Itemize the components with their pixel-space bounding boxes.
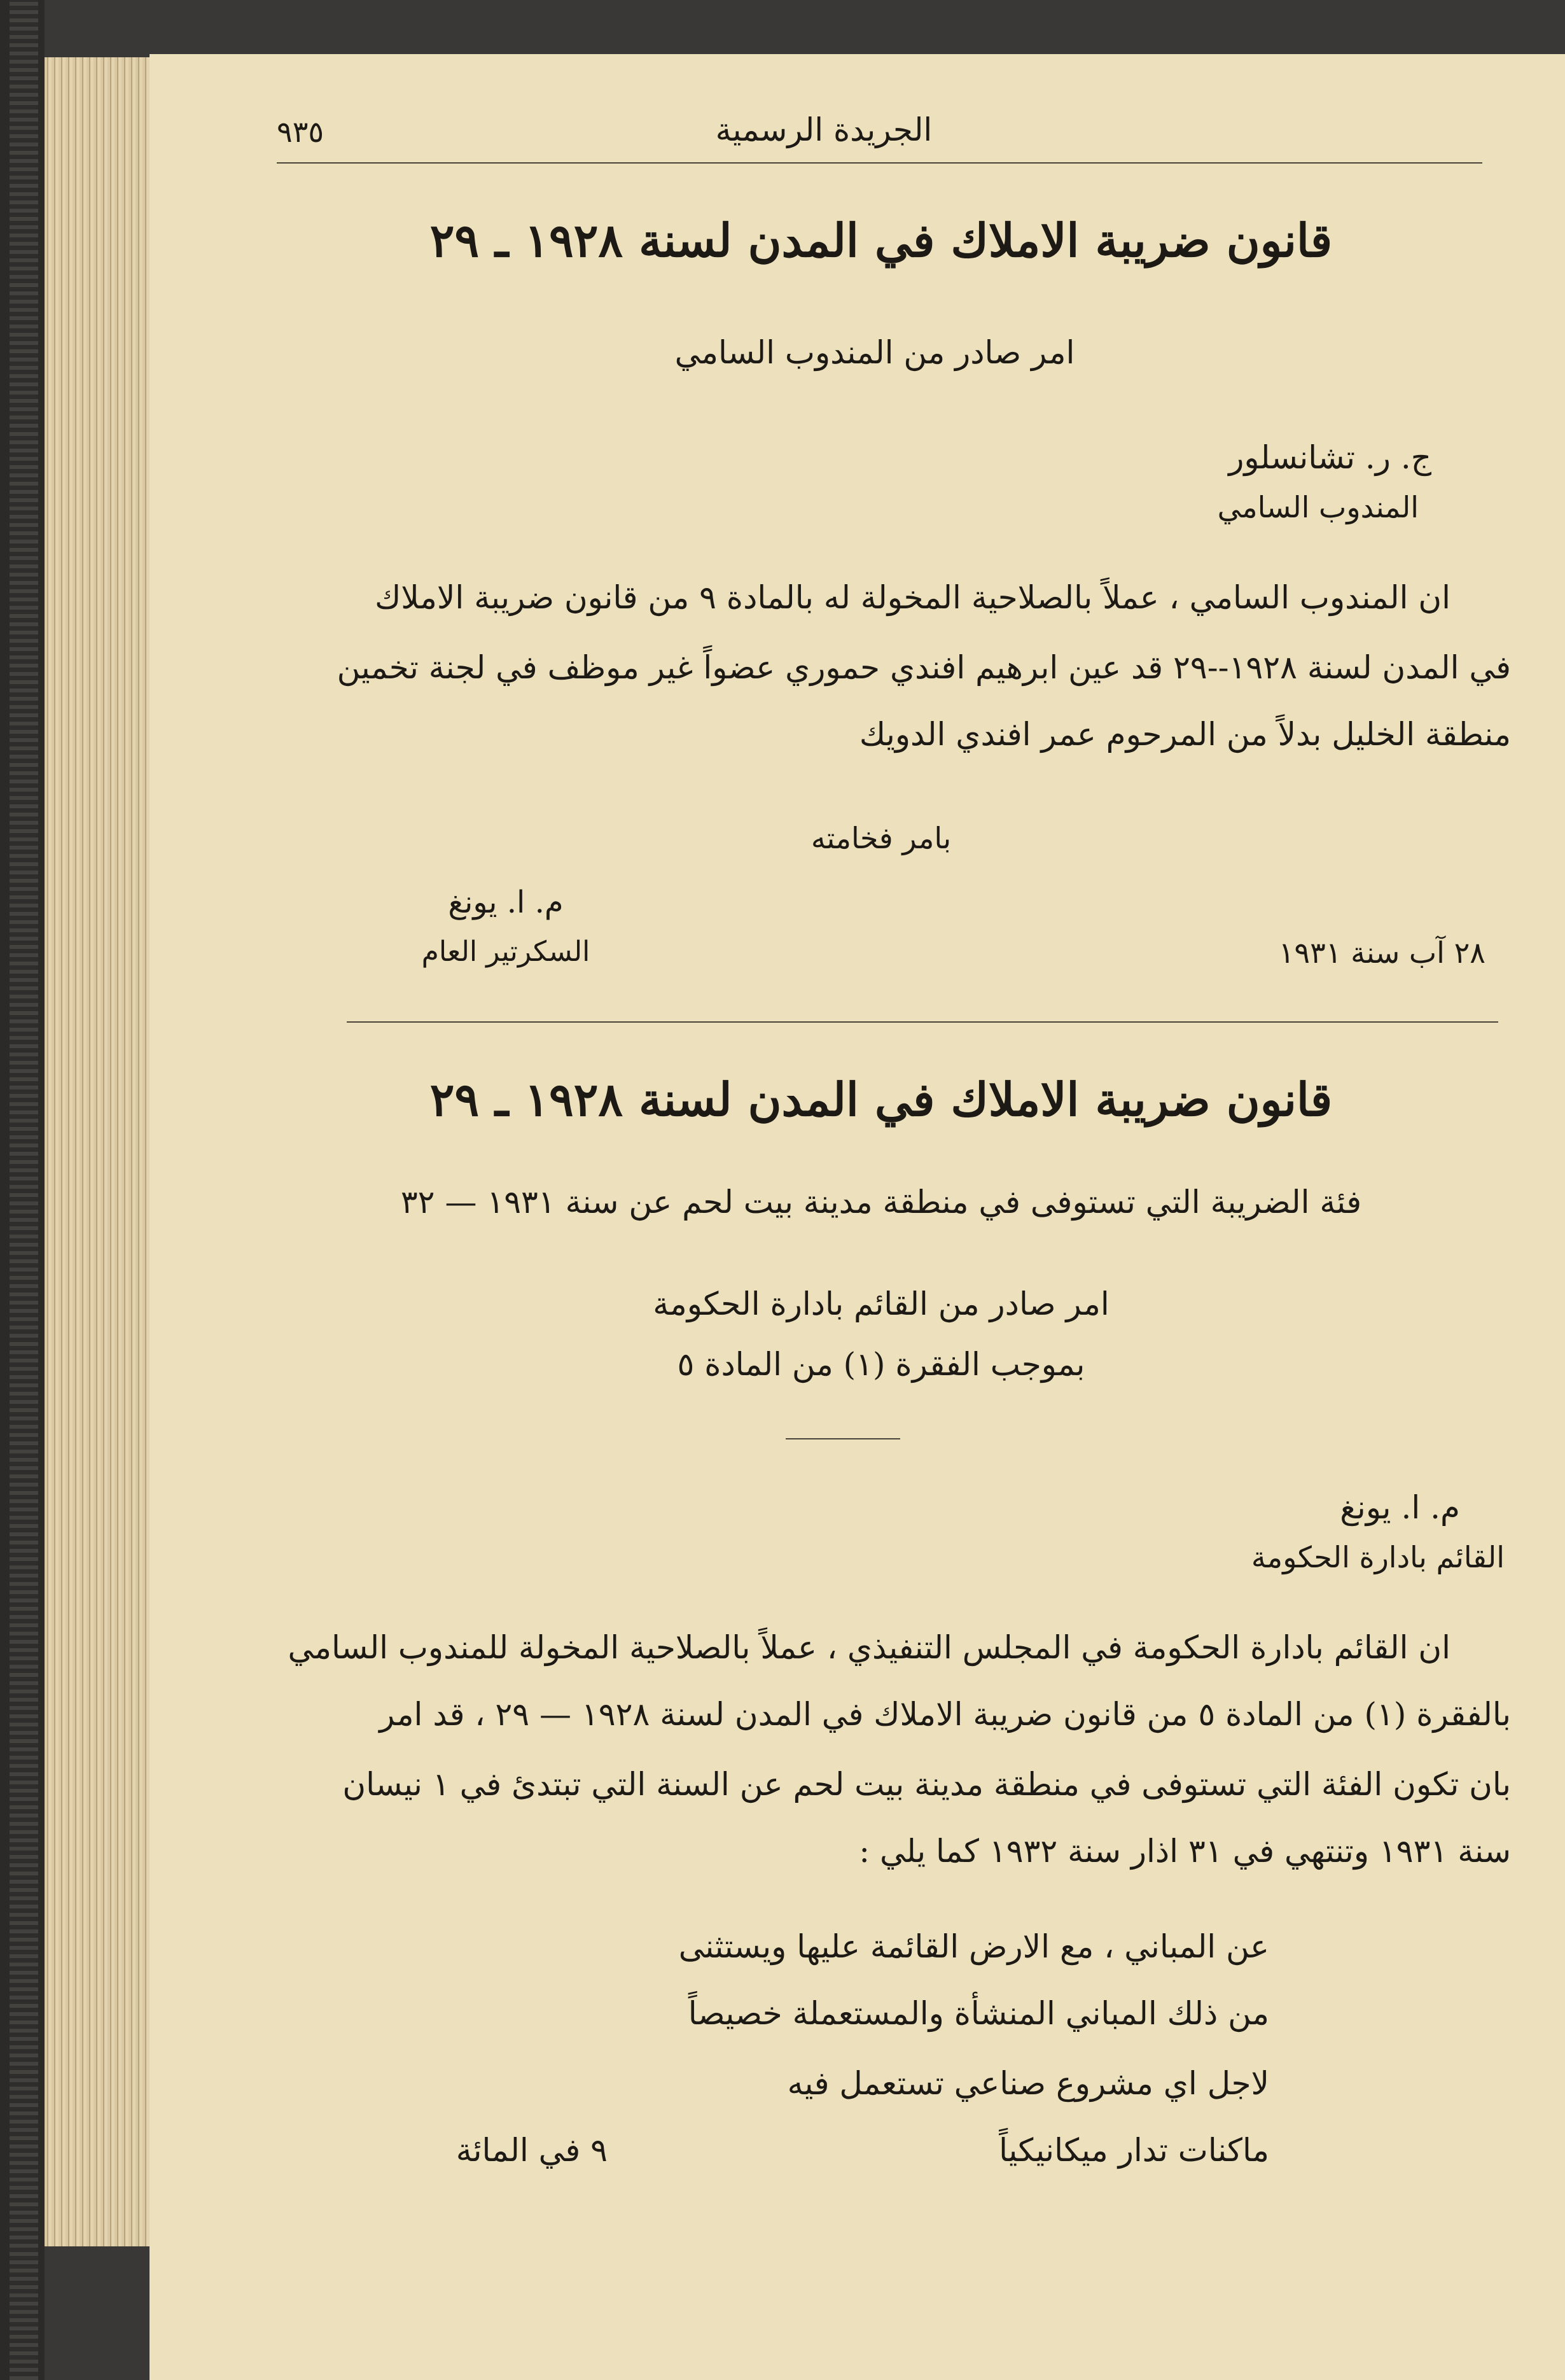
page-number: ٩٣٥ (277, 115, 324, 149)
notice1-subtitle: امر صادر من المندوب السامي (674, 334, 1075, 371)
notice1-signer-name: ج. ر. تشانسلور (1228, 439, 1431, 476)
notice2-short-rule (786, 1438, 900, 1439)
notice2-rate: ٩ في المائة (456, 2132, 608, 2169)
notice1-body-line-1: ان المندوب السامي ، عملاً بالصلاحية المخولة له بالمادة ٩ من قانون ضريبة الاملاك (375, 579, 1450, 616)
journal-title: الجريدة الرسمية (715, 111, 933, 148)
notice2-item-line-3: لاجل اي مشروع صناعي تستعمل فيه (787, 2065, 1269, 2102)
notice2-signer-title: القائم بادارة الحكومة (1251, 1540, 1505, 1574)
notice2-title: قانون ضريبة الاملاك في المدن لسنة ١٩٢٨ ـ ٢٩ (429, 1072, 1333, 1126)
notice2-item-line-1: عن المباني ، مع الارض القائمة عليها ويستثنى (678, 1928, 1269, 1965)
notice2-order-line-2: بموجب الفقرة (١) من المادة ٥ (677, 1346, 1085, 1383)
notice1-body-line-2: في المدن لسنة ١٩٢٨--٢٩ قد عين ابرهيم افندي حموري عضواً غير موظف في لجنة تخمين (337, 649, 1511, 686)
notice1-date: ٢٨ آب سنة ١٩٣١ (1278, 935, 1485, 970)
notice2-body-line-2: بالفقرة (١) من المادة ٥ من قانون ضريبة الاملاك في المدن لسنة ١٩٢٨ — ٢٩ ، قد امر (379, 1696, 1511, 1733)
binding-texture (10, 0, 38, 2380)
header-rule (277, 162, 1482, 164)
notice2-item-line-4: ماكنات تدار ميكانيكياً (999, 2132, 1269, 2169)
notice1-signer-title: المندوب السامي (1217, 490, 1419, 524)
notice1-title: قانون ضريبة الاملاك في المدن لسنة ١٩٢٨ ـ ٢٩ (429, 213, 1333, 267)
notice1-secretary-title: السكرتير العام (421, 935, 590, 968)
notice2-order-line-1: امر صادر من القائم بادارة الحكومة (653, 1285, 1109, 1322)
page-edges (45, 57, 159, 2246)
section-divider (347, 1021, 1498, 1023)
notice2-body-line-1: ان القائم بادارة الحكومة في المجلس التنفيذي ، عملاً بالصلاحية المخولة للمندوب السامي (288, 1629, 1450, 1666)
notice2-signer-name: م. ا. يونغ (1340, 1489, 1460, 1526)
notice1-by-order: بامر فخامته (810, 821, 952, 855)
notice2-body-line-3: بان تكون الفئة التي تستوفى في منطقة مدينة بيت لحم عن السنة التي تبتدئ في ١ نيسان (342, 1766, 1511, 1803)
notice1-secretary-name: م. ا. يونغ (448, 885, 564, 920)
notice2-item-line-2: من ذلك المباني المنشأة والمستعملة خصيصاً (688, 1995, 1269, 2032)
gazette-page (150, 54, 1565, 2380)
notice1-body-line-3: منطقة الخليل بدلاً من المرحوم عمر افندي الدويك (859, 716, 1511, 753)
notice2-body-line-4: سنة ١٩٣١ وتنتهي في ٣١ اذار سنة ١٩٣٢ كما يلي : (859, 1833, 1511, 1870)
notice2-subtitle: فئة الضريبة التي تستوفى في منطقة مدينة بيت لحم عن سنة ١٩٣١ — ٣٢ (400, 1184, 1362, 1221)
